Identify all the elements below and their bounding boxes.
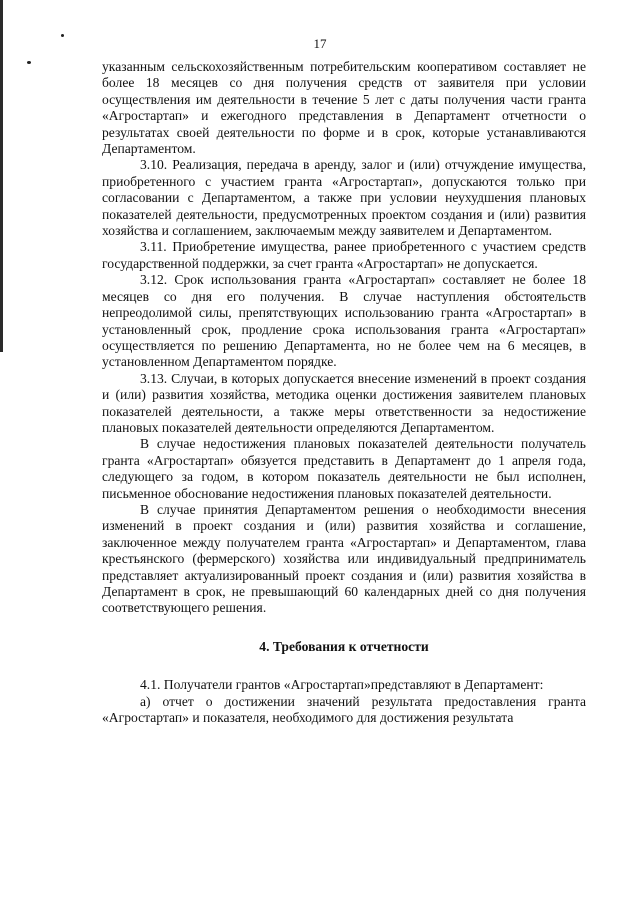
paragraph-4-1-a: а) отчет о достижении значений результата предоставления гранта «Агростартап» и показателя, необходимого для достижения результата (102, 693, 586, 726)
paragraph-3-11: 3.11. Приобретение имущества, ранее приобретенного с участием средств государственной поддержки, за счет гранта «Агростартап» не допускается. (102, 239, 586, 271)
document-body (102, 59, 586, 726)
paragraph-4-1: 4.1. Получатели грантов «Агростартап»представляют в Департамент: (140, 677, 544, 693)
scan-speck (27, 61, 31, 64)
scan-left-edge (0, 0, 3, 352)
paragraph-continuation: указанным сельскохозяйственным потребительским кооперативом составляет не более 18 месяцев со дня получения средств от заявителя при условии осуществления им деятельности в течение 5 лет с даты получения части гранта «Агростартап» и ежегодного представления в Департамент отчетности о результатах своей деятельности по форме и в срок, которые устанавливаются Департаментом. (102, 59, 586, 157)
page-number: 17 (313, 36, 327, 51)
paragraph-non-achievement: В случае недостижения плановых показателей деятельности получатель гранта «Агростартап» обязуется представить в Департамент до 1 апреля года, следующего за годом, в котором показатель деятельности не был исполнен, письменное обоснование недостижения плановых показателей деятельности. (102, 436, 586, 501)
section-heading: 4. Требования к отчетности (259, 638, 429, 654)
paragraph-3-12: 3.12. Срок использования гранта «Агростартап» составляет не более 18 месяцев со дня его получения. В случае наступления обстоятельств непреодолимой силы, препятствующих использованию гранта «Агростартап» в установленный срок, продление срока использования гранта «Агростартап» осуществляется по решению Департамента, но не более чем на 6 месяцев, в установленном Департаментом порядке. (102, 272, 586, 370)
paragraph-amendments: В случае принятия Департаментом решения о необходимости внесения изменений в проект создания и (или) развития хозяйства и соглашение, заключенное между получателем гранта «Агростартап» и Департаментом, глава крестьянского (фермерского) хозяйства или индивидуальный предприниматель представляет актуализированный проект создания и (или) развития хозяйства в Департамент в срок, не превышающий 60 календарных дней со дня получения соответствующего решения. (102, 501, 586, 616)
paragraph-3-13: 3.13. Случаи, в которых допускается внесение изменений в проект создания и (или) развития хозяйства, методика оценки достижения заявителем плановых показателей деятельности, а также меры ответственности за недостижение плановых показателей деятельности определяются Департаментом. (102, 370, 586, 435)
paragraph-3-10: 3.10. Реализация, передача в аренду, залог и (или) отчуждение имущества, приобретенного с участием гранта «Агростартап», допускаются только при согласовании с Департаментом, а также при условии неухудшения плановых показателей деятельности, предусмотренных проектом создания и (или) развития хозяйства и соглашением, заключаемым между заявителем и Департаментом. (102, 157, 586, 239)
